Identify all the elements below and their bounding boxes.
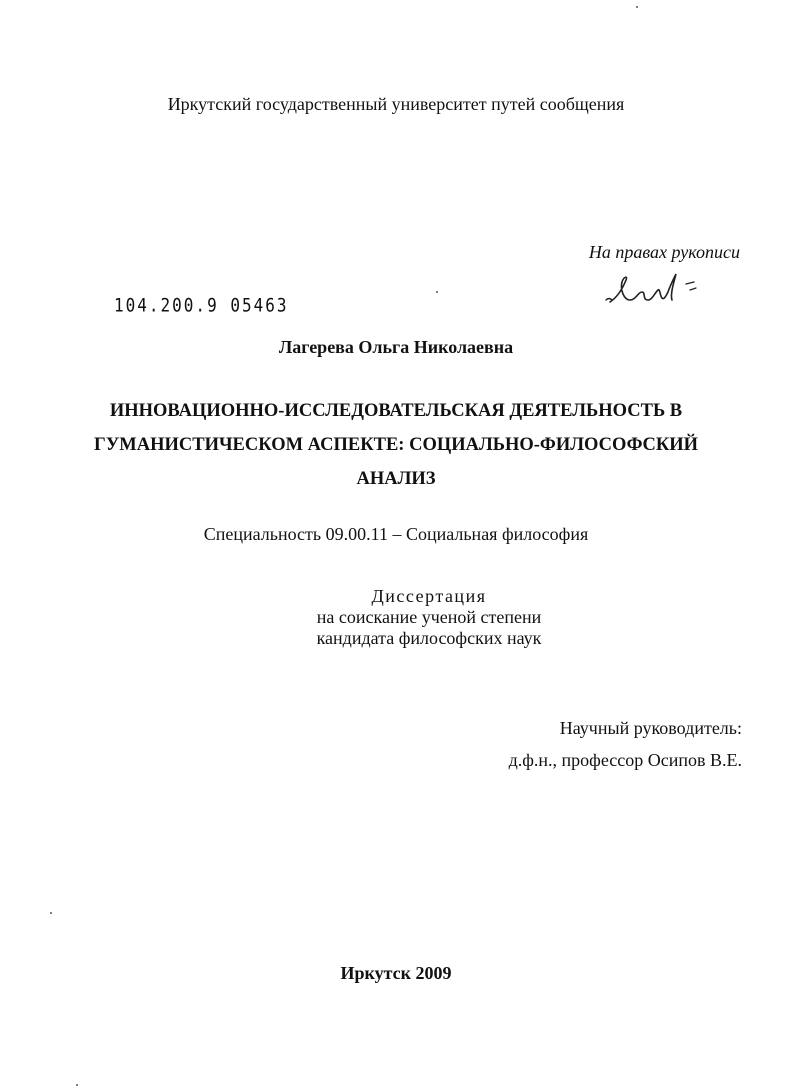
title-line: АНАЛИЗ (356, 469, 436, 489)
degree-line: на соискание ученой степени (316, 607, 542, 627)
supervisor-label: Научный руководитель: (559, 718, 742, 738)
supervisor-block (509, 712, 742, 776)
title-line: ИННОВАЦИОННО-ИССЛЕДОВАТЕЛЬСКАЯ ДЕЯТЕЛЬНОСТЬ В (109, 401, 683, 421)
university-name: Иркутский государственный университет путей сообщения (167, 94, 625, 114)
registration-number: 104.200.9 05463 (114, 294, 289, 316)
scan-speck (76, 1084, 78, 1086)
dissertation-label: Диссертация (371, 586, 487, 606)
degree-line: кандидата философских наук (316, 628, 542, 648)
scan-speck (636, 6, 638, 8)
title-line: ГУМАНИСТИЧЕСКОМ АСПЕКТЕ: СОЦИАЛЬНО-ФИЛОСОФСКИЙ (93, 435, 699, 455)
supervisor-name: д.ф.н., профессор Осипов В.Е. (508, 750, 742, 770)
scan-speck (50, 912, 52, 914)
city-year: Иркутск 2009 (340, 963, 452, 983)
scan-speck (436, 291, 438, 293)
specialty: Специальность 09.00.11 – Социальная философия (203, 524, 589, 544)
author-name: Лагерева Ольга Николаевна (278, 337, 514, 357)
handwritten-signature (604, 270, 714, 310)
dissertation-title (0, 394, 792, 496)
rights-note: На правах рукописи (588, 242, 740, 262)
dissertation-degree-block (0, 586, 792, 649)
